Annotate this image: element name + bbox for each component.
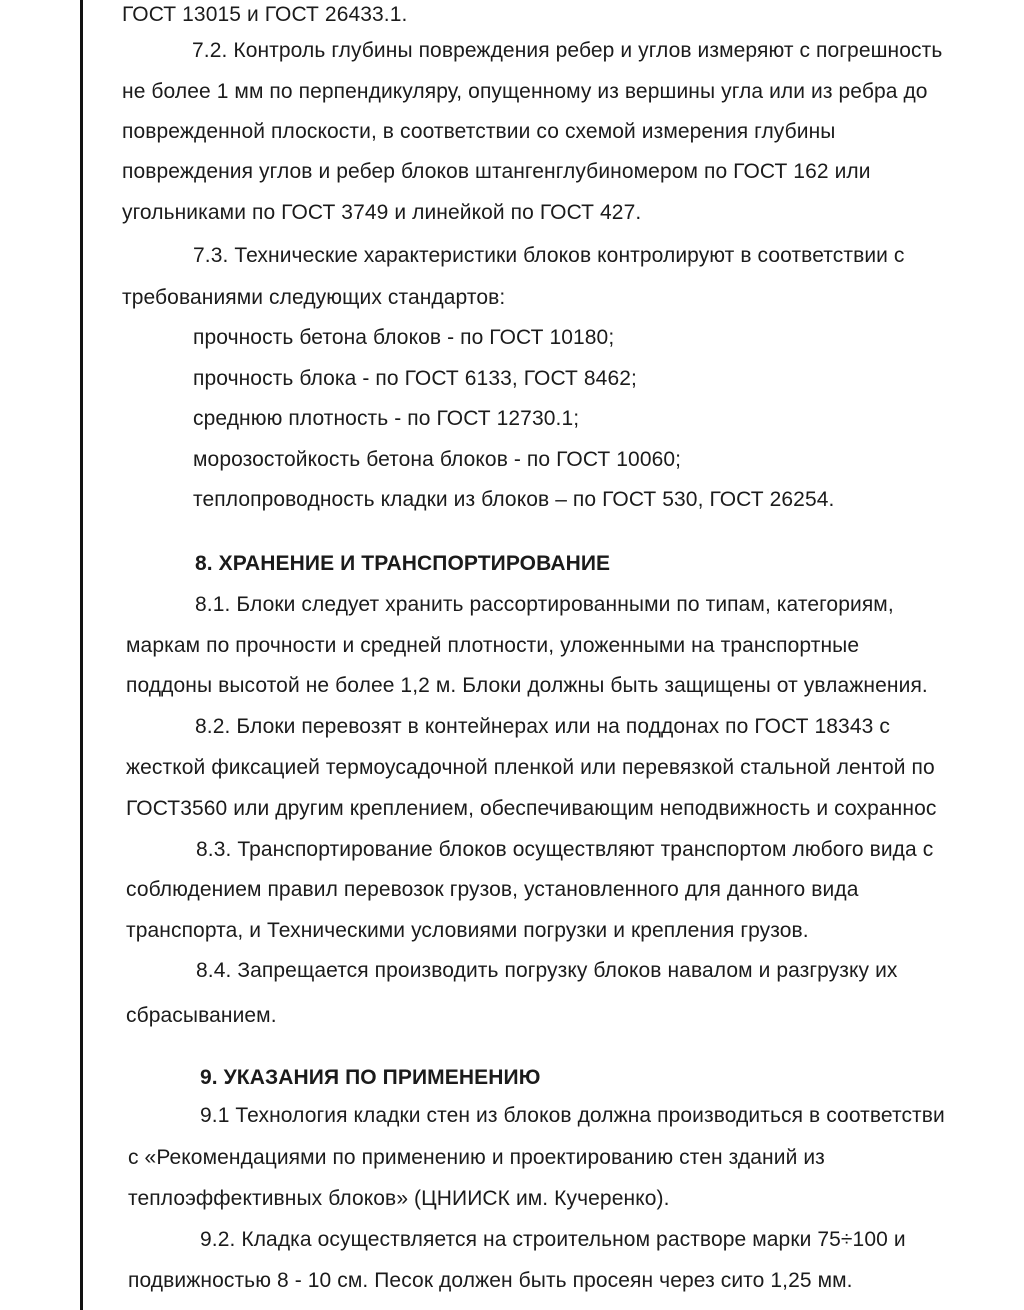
standards-list-item: прочность бетона блоков - по ГОСТ 10180; bbox=[193, 326, 615, 349]
continuation-line: ГОСТ 13015 и ГОСТ 26433.1. bbox=[122, 3, 408, 26]
paragraph-8-2-line-1: 8.2. Блоки перевозят в контейнерах или на поддонах по ГОСТ 18343 с bbox=[195, 715, 890, 738]
standards-list-item: теплопроводность кладки из блоков – по ГОСТ 530, ГОСТ 26254. bbox=[193, 488, 835, 511]
standards-list-item: морозостойкость бетона блоков - по ГОСТ 10060; bbox=[193, 448, 682, 471]
paragraph-9-1-line-2: с «Рекомендациями по применению и проектированию стен зданий из bbox=[128, 1146, 825, 1169]
paragraph-7-2-line-2: не более 1 мм по перпендикуляру, опущенному из вершины угла или из ребра до bbox=[122, 80, 928, 103]
paragraph-7-2-line-5: угольниками по ГОСТ 3749 и линейкой по ГОСТ 427. bbox=[122, 201, 642, 224]
paragraph-9-2-line-2: подвижностью 8 - 10 см. Песок должен быть просеян через сито 1,25 мм. bbox=[128, 1269, 853, 1292]
paragraph-7-2-line-1: 7.2. Контроль глубины повреждения ребер и углов измеряют с погрешность bbox=[192, 39, 943, 62]
paragraph-8-1-line-1: 8.1. Блоки следует хранить рассортированными по типам, категориям, bbox=[195, 593, 894, 616]
paragraph-9-1-line-1: 9.1 Технология кладки стен из блоков должна производиться в соответстви bbox=[200, 1104, 945, 1127]
paragraph-8-3-line-2: соблюдением правил перевозок грузов, установленного для данного вида bbox=[126, 878, 859, 901]
section-8-heading: 8. ХРАНЕНИЕ И ТРАНСПОРТИРОВАНИЕ bbox=[195, 552, 611, 575]
binding-margin-line bbox=[80, 0, 83, 1310]
paragraph-8-1-line-2: маркам по прочности и средней плотности, уложенными на транспортные bbox=[126, 634, 860, 657]
paragraph-8-3-line-3: транспорта, и Техническими условиями погрузки и крепления грузов. bbox=[126, 919, 809, 942]
paragraph-8-1-line-3: поддоны высотой не более 1,2 м. Блоки должны быть защищены от увлажнения. bbox=[126, 674, 928, 697]
section-9-heading: 9. УКАЗАНИЯ ПО ПРИМЕНЕНИЮ bbox=[200, 1066, 541, 1089]
paragraph-7-2-line-4: повреждения углов и ребер блоков штангенглубиномером по ГОСТ 162 или bbox=[122, 160, 871, 183]
paragraph-7-2-line-3: поврежденной плоскости, в соответствии со схемой измерения глубины bbox=[122, 120, 836, 143]
paragraph-9-2-line-1: 9.2. Кладка осуществляется на строительном растворе марки 75÷100 и bbox=[200, 1228, 906, 1251]
paragraph-8-2-line-2: жесткой фиксацией термоусадочной пленкой или перевязкой стальной лентой по bbox=[126, 756, 935, 779]
paragraph-7-3-line-1: 7.3. Технические характеристики блоков контролируют в соответствии с bbox=[193, 244, 905, 267]
standards-list-item: среднюю плотность - по ГОСТ 12730.1; bbox=[193, 407, 580, 430]
paragraph-8-4-line-2: сбрасыванием. bbox=[126, 1004, 277, 1027]
paragraph-9-1-line-3: теплоэффективных блоков» (ЦНИИСК им. Кучеренко). bbox=[128, 1187, 670, 1210]
standards-list-item: прочность блока - по ГОСТ 6133, ГОСТ 8462; bbox=[193, 367, 637, 390]
paragraph-8-3-line-1: 8.3. Транспортирование блоков осуществляют транспортом любого вида с bbox=[196, 838, 934, 861]
paragraph-7-3-line-2: требованиями следующих стандартов: bbox=[122, 286, 506, 309]
paragraph-8-2-line-3: ГОСТ3560 или другим креплением, обеспечивающим неподвижность и сохраннос bbox=[126, 797, 937, 820]
paragraph-8-4-line-1: 8.4. Запрещается производить погрузку блоков навалом и разгрузку их bbox=[196, 959, 898, 982]
